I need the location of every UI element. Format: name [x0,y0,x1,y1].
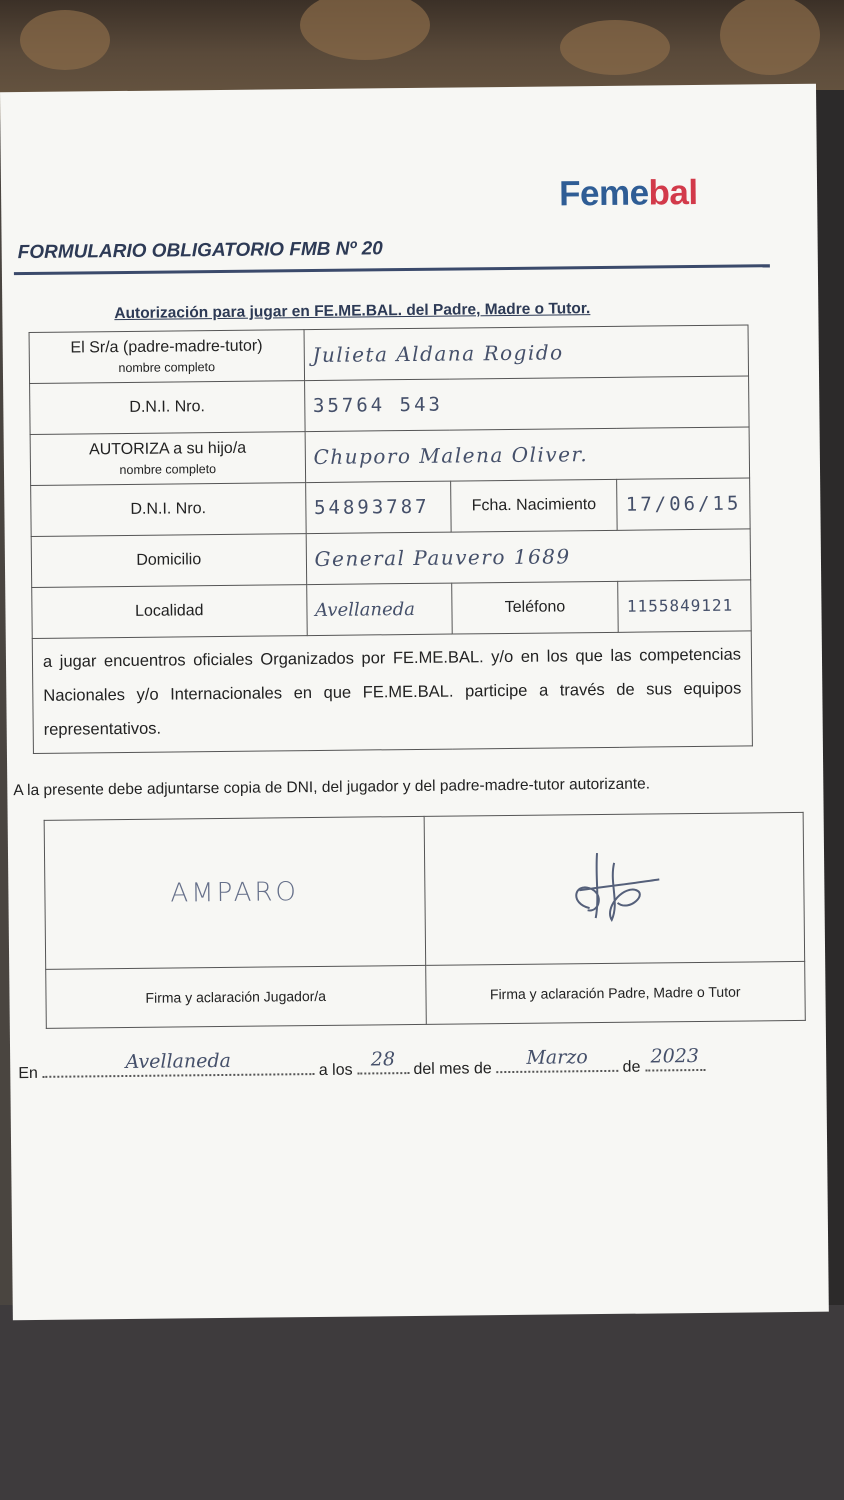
telefono-label-cell: Teléfono [451,581,618,634]
phone-field[interactable]: 1155849121 [618,580,751,632]
attachment-note: A la presente debe adjuntarse copia de DNI, del jugador y del padre-madre-tutor autorizante. [13,775,651,800]
title-divider [14,264,770,275]
place-field[interactable]: Avellaneda [42,1061,314,1078]
tutor-dni-row [30,376,749,435]
tutor-signature-box[interactable] [424,812,805,965]
tutor-signature-caption: Firma y aclaración Padre, Madre o Tutor [425,961,805,1024]
domicilio-label-cell: Domicilio [31,534,306,588]
place-date-line: En Avellaneda a los 28 del mes de Marzo de 2023 [18,1056,748,1083]
background-fabric [0,1305,844,1500]
dni2-label-cell: D.N.I. Nro. [31,483,306,537]
autoriza-label-cell: AUTORIZA a su hijo/a nombre completo [30,432,305,486]
child-row [30,427,749,486]
birthdate-label-cell: Fcha. Nacimiento [450,479,617,532]
tutor-dni-field[interactable]: 35764 543 [304,376,749,432]
tutor-row [29,325,748,384]
day-field[interactable]: 28 [357,1060,409,1075]
localidad-label-cell: Localidad [32,585,307,639]
player-signature: AMPARO [170,877,300,909]
tutor-label-cell: El Sr/a (padre-madre-tutor) nombre completo [29,330,304,384]
tutor-name-field[interactable]: Julieta Aldana Rogido [304,325,749,381]
form-paper [0,84,829,1320]
femebal-logo: Femebal [558,172,698,214]
authorization-table [29,324,753,754]
tutor-signature-scribble [559,847,670,928]
authorization-paragraph: a jugar encuentros oficiales Organizados por FE.ME.BAL. y/o en los que las competencias Nacionales y/o Internacionales en que FE.ME.BAL. participe a través de sus equipos representativos. [32,631,752,754]
month-field[interactable]: Marzo [496,1058,618,1073]
player-signature-caption: Firma y aclaración Jugador/a [46,965,426,1028]
child-dni-field[interactable]: 54893787 [305,481,450,534]
player-signature-box[interactable] [44,816,425,969]
address-row [31,529,750,588]
year-field[interactable]: 2023 [645,1057,705,1072]
signature-table [44,812,806,1029]
locality-row [32,580,751,639]
address-field[interactable]: General Pauvero 1689 [306,529,751,585]
paragraph-row [32,631,752,754]
locality-field[interactable]: Avellaneda [306,583,451,636]
form-title: FORMULARIO OBLIGATORIO FMB Nº 20 [17,238,383,264]
child-name-field[interactable]: Chuporo Malena Oliver. [305,427,750,483]
dni-label-cell: D.N.I. Nro. [30,381,305,435]
form-subtitle: Autorización para jugar en FE.ME.BAL. del Padre, Madre o Tutor. [114,300,591,323]
child-dni-row [31,478,750,537]
birthdate-field[interactable]: 17/06/15 [617,478,750,530]
